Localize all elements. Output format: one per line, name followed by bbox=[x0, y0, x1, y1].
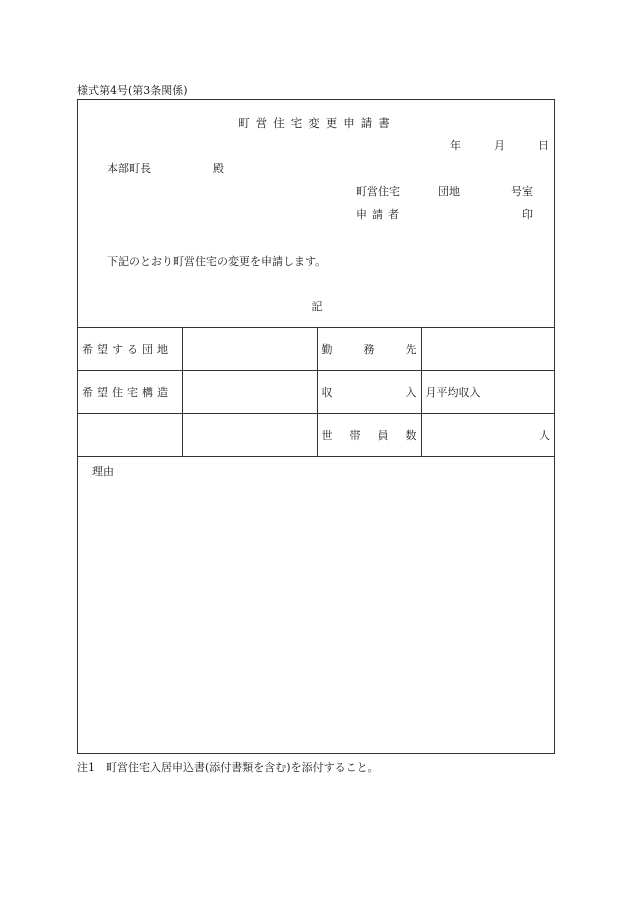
applicant-label: 申請者 bbox=[356, 208, 404, 221]
table-row bbox=[78, 371, 554, 414]
workplace-value[interactable] bbox=[421, 328, 554, 371]
date-row bbox=[450, 140, 549, 151]
table-row bbox=[78, 328, 554, 371]
reason-label: 理由 bbox=[92, 465, 114, 478]
housing-room: 号室 bbox=[511, 185, 533, 198]
application-form bbox=[77, 99, 555, 754]
household-members-label: 世 帯 員 数 bbox=[317, 414, 421, 457]
addressee-suffix: 殿 bbox=[213, 162, 224, 175]
desired-structure-label: 希望住宅構造 bbox=[78, 371, 182, 414]
table-row bbox=[78, 414, 554, 457]
desired-danchi-label: 希望する団地 bbox=[78, 328, 182, 371]
date-year: 年 bbox=[450, 139, 461, 152]
addressee-name: 本部町長 bbox=[107, 162, 151, 175]
workplace-label: 勤 務 先 bbox=[317, 328, 421, 371]
blank-value[interactable] bbox=[182, 414, 317, 457]
desired-structure-value[interactable] bbox=[182, 371, 317, 414]
form-title: 町営住宅変更申請書 bbox=[238, 116, 396, 130]
details-table bbox=[78, 327, 554, 457]
housing-danchi: 団地 bbox=[438, 185, 460, 198]
date-month: 月 bbox=[494, 139, 505, 152]
applicant-seal: 印 bbox=[522, 208, 533, 221]
ki-label: 記 bbox=[311, 300, 323, 313]
desired-danchi-value[interactable] bbox=[182, 328, 317, 371]
date-day: 日 bbox=[538, 139, 549, 152]
household-members-value[interactable]: 人 bbox=[421, 414, 554, 457]
form-number-label: 様式第4号(第3条関係) bbox=[77, 84, 188, 97]
declaration-text: 下記のとおり町営住宅の変更を申請します。 bbox=[107, 255, 327, 268]
income-value[interactable]: 月平均収入 bbox=[421, 371, 554, 414]
blank-label bbox=[78, 414, 182, 457]
footnote: 注1 町営住宅入居申込書(添付書類を含む)を添付すること。 bbox=[77, 761, 379, 774]
housing-label: 町営住宅 bbox=[356, 185, 400, 198]
income-label: 収 入 bbox=[317, 371, 421, 414]
